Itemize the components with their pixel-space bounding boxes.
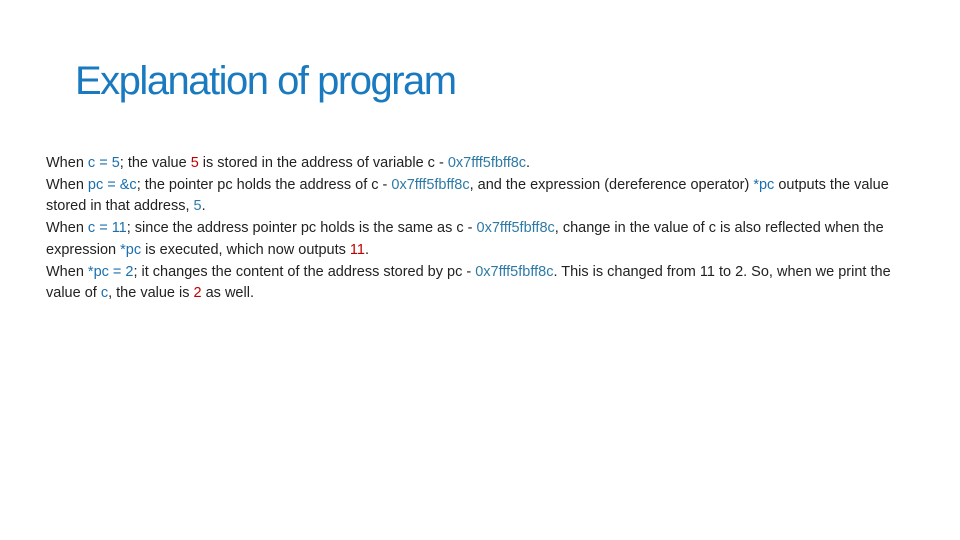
value-highlight: 2 [193,285,202,302]
paragraph-pc-equals-address [46,175,928,218]
text-run: . [526,155,531,171]
paragraph-deref-equals-2 [46,262,928,305]
text-run: . This is changed from 11 to 2. So, when we print the value of [46,263,891,302]
text-run: . [201,198,206,215]
text-run: ; it changes the content of the address stored by pc - [133,263,476,280]
code-snippet: c = 11 [87,220,127,237]
address-value: 0x7fff5fbff8c [475,263,554,280]
slide-title: Explanation of program [75,59,456,103]
text-run: When [46,155,88,171]
address-value: 0x7fff5fbff8c [476,220,555,237]
text-run: . [364,241,369,258]
paragraph-c-equals-11 [46,218,928,261]
code-snippet: c = 5 [87,155,120,171]
code-snippet: c [100,285,109,302]
text-run: ; since the address pointer pc holds is the same as c - [126,220,477,237]
value-highlight: 11 [349,241,365,258]
code-snippet: *pc [753,176,775,193]
text-run: When [46,263,88,280]
code-snippet: pc = &c [87,176,137,193]
code-snippet: *pc [120,241,142,258]
text-run: , the value is [108,285,194,302]
text-run: as well. [201,285,254,302]
text-run: , and the expression (dereference operator) [469,176,754,193]
text-run: is executed, which now outputs [141,241,350,258]
code-snippet: *pc = 2 [87,263,134,280]
text-run: When [46,176,88,193]
text-run: , change in the value of c is also reflected when the expression [46,220,884,258]
address-value: 0x7fff5fbff8c [391,176,470,193]
text-run: ; the pointer pc holds the address of c - [136,176,392,193]
paragraph-c-equals-5 [46,153,928,175]
value-highlight: 5 [190,155,199,171]
address-value: 0x7fff5fbff8c [447,155,527,171]
text-run: ; the value [119,155,191,171]
slide-body [46,153,928,305]
text-run: is stored in the address of variable c - [198,155,448,171]
text-run: When [46,220,88,237]
text-run: outputs the value stored in that address, [46,176,889,215]
value-highlight: 5 [193,198,202,215]
